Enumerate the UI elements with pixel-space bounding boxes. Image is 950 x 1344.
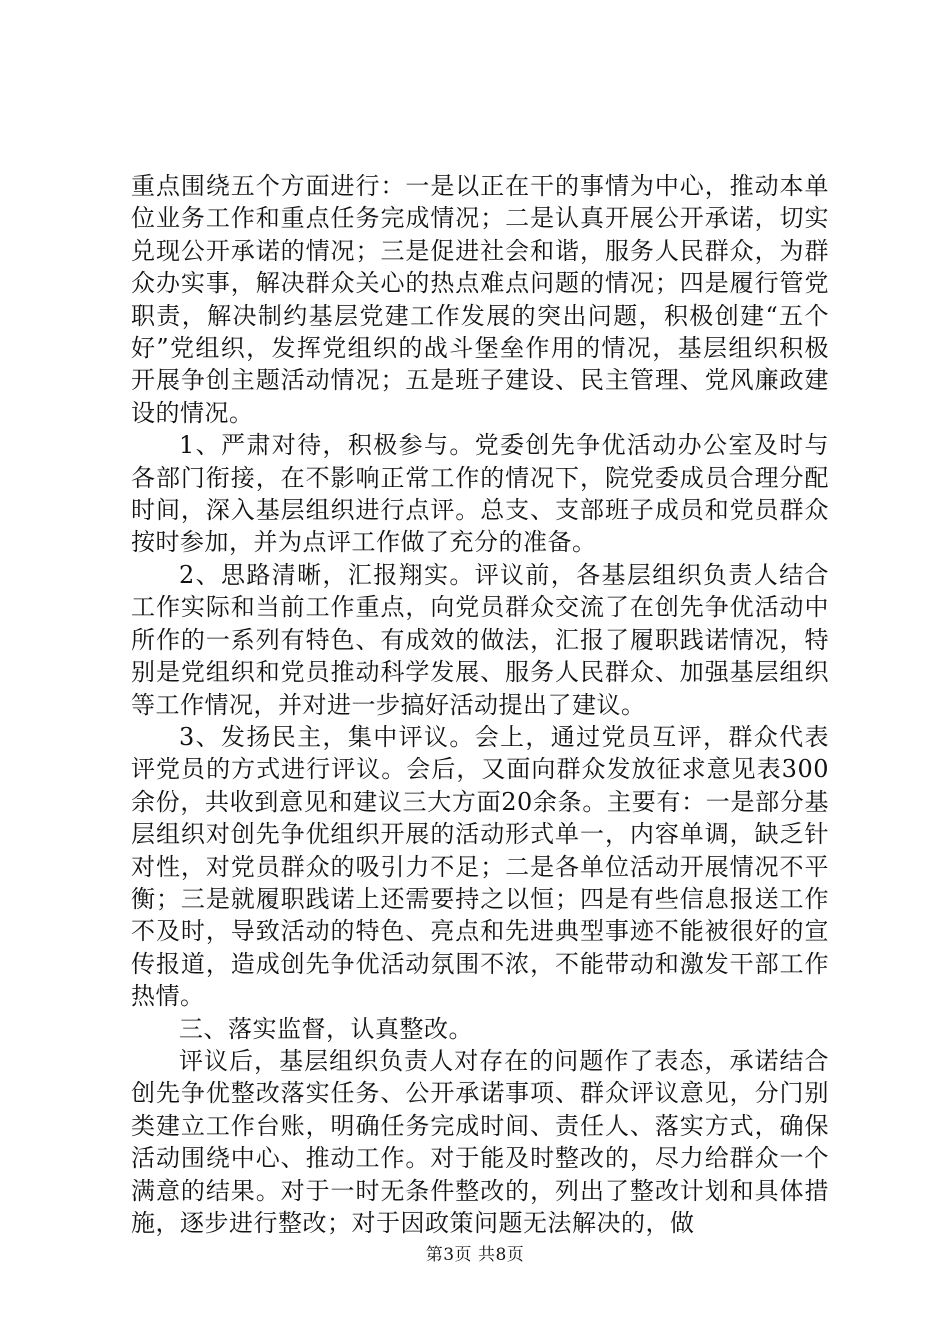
page-number-footer: 第3页 共8页	[425, 1245, 525, 1265]
section-heading: 三、落实监督，认真整改。	[179, 1014, 473, 1043]
paragraph-1: 重点围绕五个方面进行：一是以正在干的事情为中心，推动本单位业务工作和重点任务完成情况；二是认真开展公开承诺，切实兑现公开承诺的情况；三是促进社会和谐，服务人民群众，为群众办实事，解决群众关心的热点难点问题的情况；四是履行管党职责，解决制约基层党建工作发展的突出问题，积极创建“五个好”党组织，发挥党组织的战斗堡垒作用的情况，基层组织积极开展争创主题活动情况；五是班子建设、民主管理、党风廉政建设的情况。	[131, 172, 829, 427]
paragraph-4: 3、发扬民主，集中评议。会上，通过党员互评，群众代表评党员的方式进行评议。会后，又面向群众发放征求意见表300余份，共收到意见和建议三大方面20余条。主要有：一是部分基层组织对创先争优组织开展的活动形式单一，内容单调，缺乏针对性，对党员群众的吸引力不足；二是各单位活动开展情况不平衡；三是就履职践诺上还需要持之以恒；四是有些信息报送工作不及时，导致活动的特色、亮点和先进典型事迹不能被很好的宣传报道，造成创先争优活动氛围不浓，不能带动和激发干部工作热情。	[131, 722, 829, 1011]
paragraph-3: 2、思路清晰，汇报翔实。评议前，各基层组织负责人结合工作实际和当前工作重点，向党员群众交流了在创先争优活动中所作的一系列有特色、有成效的做法，汇报了履职践诺情况，特别是党组织和党员推动科学发展、服务人民群众、加强基层组织等工作情况，并对进一步搞好活动提出了建议。	[131, 560, 829, 719]
paragraph-2: 1、严肃对待，积极参与。党委创先争优活动办公室及时与各部门衔接，在不影响正常工作的情况下，院党委成员合理分配时间，深入基层组织进行点评。总支、支部班子成员和党员群众按时参加，并为点评工作做了充分的准备。	[131, 431, 829, 557]
paragraph-5: 评议后，基层组织负责人对存在的问题作了表态，承诺结合创先争优整改落实任务、公开承诺事项、群众评议意见，分门别类建立工作台账，明确任务完成时间、责任人、落实方式，确保活动围绕中心、推动工作。对于能及时整改的，尽力给群众一个满意的结果。对于一时无条件整改的，列出了整改计划和具体措施，逐步进行整改；对于因政策问题无法解决的，做	[131, 1046, 829, 1237]
document-body	[131, 170, 829, 1239]
